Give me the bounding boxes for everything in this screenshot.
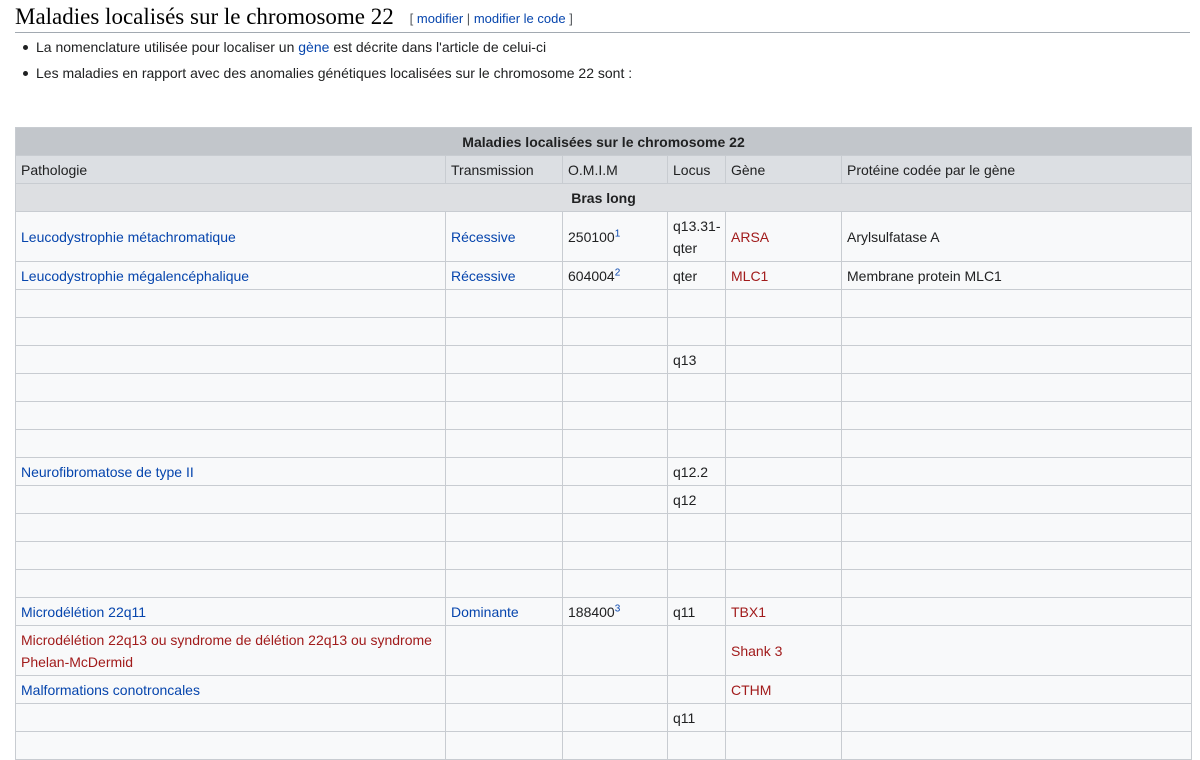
cell-omim — [563, 212, 668, 262]
cell-locus — [668, 458, 726, 486]
cell-omim — [563, 626, 668, 676]
cell-transmission — [446, 346, 563, 374]
table-row — [16, 542, 1192, 570]
diseases-table — [15, 127, 1192, 760]
cell-gene — [726, 458, 842, 486]
table-row — [16, 374, 1192, 402]
cell-gene — [726, 676, 842, 704]
gene-link[interactable]: gène — [298, 39, 330, 55]
cell-protein — [842, 732, 1192, 760]
cell-locus — [668, 290, 726, 318]
edit-link[interactable]: modifier — [416, 11, 464, 26]
cell-transmission — [446, 318, 563, 346]
omim-value: 604004 — [568, 267, 615, 284]
table-row — [16, 212, 1192, 262]
cell-gene — [726, 430, 842, 458]
gene-link[interactable]: Shank 3 — [731, 642, 783, 659]
cell-pathology — [16, 626, 446, 676]
cell-pathology — [16, 514, 446, 542]
gene-link[interactable]: ARSA — [731, 228, 770, 245]
edit-code-link[interactable]: modifier le code — [473, 11, 566, 26]
edit-section-links — [410, 2, 573, 36]
cell-gene — [726, 262, 842, 290]
cell-pathology — [16, 676, 446, 704]
table-row — [16, 598, 1192, 626]
transmission-link[interactable]: Récessive — [451, 267, 516, 284]
table-body — [16, 212, 1192, 760]
cell-protein — [842, 374, 1192, 402]
cell-protein — [842, 290, 1192, 318]
pathology-link[interactable]: Leucodystrophie mégalencéphalique — [21, 267, 250, 284]
cell-pathology — [16, 732, 446, 760]
cell-pathology — [16, 430, 446, 458]
cell-locus — [668, 704, 726, 732]
pathology-link[interactable]: Microdélétion 22q11 — [21, 603, 147, 620]
cell-protein — [842, 626, 1192, 676]
cell-protein — [842, 318, 1192, 346]
gene-link[interactable]: CTHM — [731, 681, 772, 698]
cell-locus — [668, 318, 726, 346]
list-item — [36, 60, 632, 86]
table-row — [16, 570, 1192, 598]
cell-protein — [842, 458, 1192, 486]
pathology-link[interactable]: Neurofibromatose de type II — [21, 463, 194, 480]
cell-pathology — [16, 346, 446, 374]
cell-pathology — [16, 704, 446, 732]
cell-transmission — [446, 732, 563, 760]
cell-omim — [563, 402, 668, 430]
column-header-transmission[interactable]: Transmission — [446, 156, 563, 184]
cell-omim — [563, 732, 668, 760]
cell-pathology — [16, 290, 446, 318]
cell-locus — [668, 374, 726, 402]
cell-locus — [668, 430, 726, 458]
cell-pathology — [16, 262, 446, 290]
cell-protein — [842, 704, 1192, 732]
cell-transmission — [446, 262, 563, 290]
table-row — [16, 430, 1192, 458]
cell-omim — [563, 430, 668, 458]
cell-protein — [842, 402, 1192, 430]
protein-value: Membrane protein MLC1 — [847, 267, 1002, 284]
section-row-bras-long: Bras long — [16, 184, 1192, 212]
cell-transmission — [446, 486, 563, 514]
cell-omim — [563, 318, 668, 346]
cell-transmission — [446, 704, 563, 732]
cell-omim — [563, 486, 668, 514]
omim-value: 250100 — [568, 228, 615, 245]
cell-protein — [842, 542, 1192, 570]
cell-transmission — [446, 598, 563, 626]
cell-locus — [668, 486, 726, 514]
pathology-link[interactable]: Microdélétion 22q13 ou syndrome de délétion 22q13 ou syndrome Phelan-McDermid — [21, 631, 432, 670]
edit-bracket-open: [ — [409, 11, 414, 26]
table-row — [16, 704, 1192, 732]
cell-locus — [668, 598, 726, 626]
bullet-text: La nomenclature utilisée pour localiser un — [36, 39, 295, 55]
cell-locus — [668, 262, 726, 290]
cell-omim — [563, 262, 668, 290]
locus-value: q11 — [673, 603, 696, 620]
cell-transmission — [446, 374, 563, 402]
cell-omim — [563, 598, 668, 626]
cell-gene — [726, 598, 842, 626]
cell-transmission — [446, 290, 563, 318]
cell-protein — [842, 212, 1192, 262]
reference-link[interactable]: 3 — [614, 602, 621, 614]
cell-locus — [668, 676, 726, 704]
cell-protein — [842, 514, 1192, 542]
cell-gene — [726, 542, 842, 570]
cell-protein — [842, 430, 1192, 458]
cell-gene — [726, 486, 842, 514]
cell-transmission — [446, 626, 563, 676]
table-row — [16, 318, 1192, 346]
cell-locus — [668, 402, 726, 430]
cell-transmission — [446, 676, 563, 704]
cell-omim — [563, 346, 668, 374]
bullet-text: est décrite dans l'article de celui-ci — [333, 39, 547, 55]
transmission-link[interactable]: Récessive — [451, 228, 516, 245]
cell-gene — [726, 374, 842, 402]
transmission-link[interactable]: Dominante — [451, 603, 519, 620]
cell-pathology — [16, 486, 446, 514]
column-header-gene[interactable]: Gène — [726, 156, 842, 184]
cell-locus — [668, 346, 726, 374]
gene-link[interactable]: MLC1 — [731, 267, 769, 284]
table-caption: Maladies localisées sur le chromosome 22 — [16, 128, 1192, 156]
locus-value: qter — [673, 267, 698, 284]
cell-locus — [668, 514, 726, 542]
cell-omim — [563, 458, 668, 486]
table-header-row — [16, 156, 1192, 184]
cell-gene — [726, 318, 842, 346]
table-row — [16, 262, 1192, 290]
cell-protein — [842, 676, 1192, 704]
cell-gene — [726, 570, 842, 598]
cell-pathology — [16, 458, 446, 486]
cell-protein — [842, 598, 1192, 626]
bullet-text: Les maladies en rapport avec des anomalies génétiques localisées sur le chromosome 22 sont : — [36, 65, 633, 81]
cell-omim — [563, 290, 668, 318]
cell-transmission — [446, 430, 563, 458]
table-row — [16, 486, 1192, 514]
column-header-locus[interactable]: Locus — [668, 156, 726, 184]
cell-locus — [668, 542, 726, 570]
cell-gene — [726, 346, 842, 374]
table-row — [16, 732, 1192, 760]
cell-transmission — [446, 514, 563, 542]
intro-list — [22, 34, 632, 86]
list-item — [36, 34, 632, 60]
edit-separator: | — [466, 11, 471, 26]
column-header-omim[interactable]: O.M.I.M — [563, 156, 668, 184]
reference-link[interactable]: 1 — [614, 227, 621, 239]
cell-gene — [726, 402, 842, 430]
cell-protein — [842, 346, 1192, 374]
table-row — [16, 514, 1192, 542]
cell-pathology — [16, 212, 446, 262]
cell-gene — [726, 212, 842, 262]
gene-link[interactable]: TBX1 — [731, 603, 767, 620]
cell-locus — [668, 626, 726, 676]
cell-transmission — [446, 212, 563, 262]
cell-gene — [726, 290, 842, 318]
cell-omim — [563, 704, 668, 732]
table-row — [16, 626, 1192, 676]
locus-value: q12 — [673, 491, 697, 508]
edit-bracket-close: ] — [569, 11, 573, 26]
locus-value: q11 — [673, 709, 696, 726]
table-row — [16, 290, 1192, 318]
cell-gene — [726, 704, 842, 732]
column-header-pathology[interactable]: Pathologie — [16, 156, 446, 184]
pathology-link[interactable]: Malformations conotroncales — [21, 681, 200, 698]
cell-pathology — [16, 374, 446, 402]
cell-protein — [842, 486, 1192, 514]
cell-transmission — [446, 402, 563, 430]
cell-locus — [668, 212, 726, 262]
cell-pathology — [16, 542, 446, 570]
cell-gene — [726, 626, 842, 676]
cell-gene — [726, 732, 842, 760]
cell-pathology — [16, 318, 446, 346]
reference-link[interactable]: 2 — [614, 266, 621, 278]
cell-pathology — [16, 402, 446, 430]
locus-value: q12.2 — [673, 463, 709, 480]
column-header-protein[interactable]: Protéine codée par le gène — [842, 156, 1192, 184]
cell-transmission — [446, 542, 563, 570]
pathology-link[interactable]: Leucodystrophie métachromatique — [21, 228, 236, 245]
cell-pathology — [16, 570, 446, 598]
table-row — [16, 346, 1192, 374]
table-row — [16, 402, 1192, 430]
omim-value: 188400 — [568, 603, 615, 620]
table-row — [16, 676, 1192, 704]
cell-gene — [726, 514, 842, 542]
cell-locus — [668, 732, 726, 760]
protein-value: Arylsulfatase A — [847, 228, 940, 245]
locus-value: q13.31-qter — [673, 217, 721, 256]
cell-transmission — [446, 458, 563, 486]
section-title: Maladies localisés sur le chromosome 22 — [15, 4, 394, 29]
cell-omim — [563, 676, 668, 704]
table-row — [16, 458, 1192, 486]
cell-protein — [842, 262, 1192, 290]
cell-omim — [563, 374, 668, 402]
locus-value: q13 — [673, 351, 697, 368]
cell-omim — [563, 542, 668, 570]
cell-omim — [563, 570, 668, 598]
cell-pathology — [16, 598, 446, 626]
cell-protein — [842, 570, 1192, 598]
cell-omim — [563, 514, 668, 542]
section-heading — [15, 2, 1190, 33]
cell-transmission — [446, 570, 563, 598]
cell-locus — [668, 570, 726, 598]
